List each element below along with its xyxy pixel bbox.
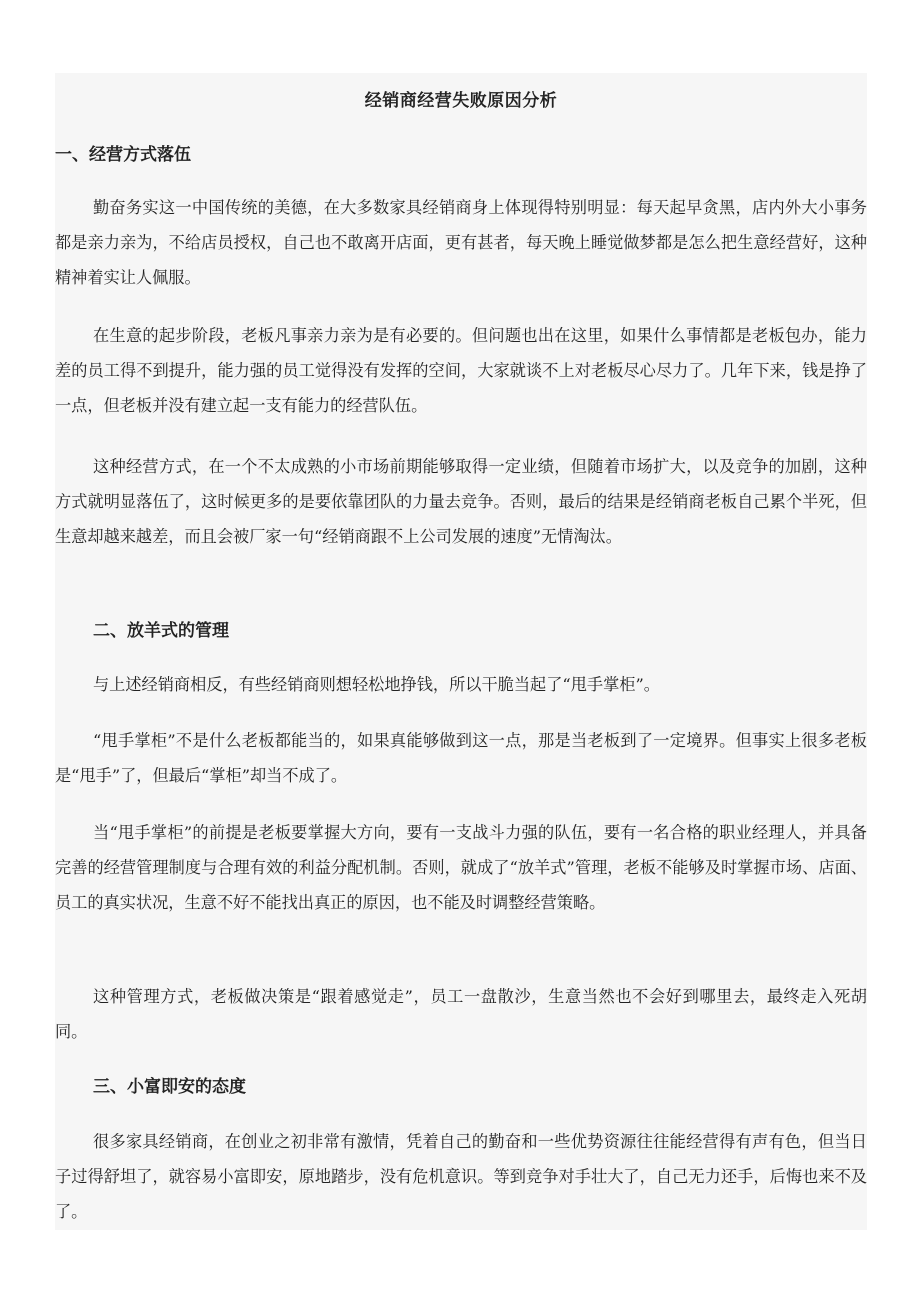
section-2-heading: 二、放羊式的管理 bbox=[93, 621, 229, 641]
document-page bbox=[55, 73, 867, 1230]
section-1-paragraph-1: 勤奋务实这一中国传统的美德，在大多数家具经销商身上体现得特别明显：每天起早贪黑，店内外大小事务都是亲力亲为，不给店员授权，自己也不敢离开店面，更有甚者，每天晚上睡觉做梦都是怎么把生意经营好，这种精神着实让人佩服。 bbox=[55, 198, 867, 287]
section-1-paragraph-3: 这种经营方式，在一个不太成熟的小市场前期能够取得一定业绩，但随着市场扩大，以及竞争的加剧，这种方式就明显落伍了，这时候更多的是要依靠团队的力量去竞争。否则，最后的结果是经销商老板自己累个半死，但生意却越来越差，而且会被厂家一句“经销商跟不上公司发展的速度”无情淘汰。 bbox=[55, 457, 867, 546]
section-1-heading: 一、经营方式落伍 bbox=[55, 145, 191, 165]
section-2-paragraph-1: 与上述经销商相反，有些经销商则想轻松地挣钱，所以干脆当起了“甩手掌柜”。 bbox=[93, 675, 660, 694]
section-2-paragraph-4: 这种管理方式，老板做决策是“跟着感觉走”，员工一盘散沙，生意当然也不会好到哪里去，最终走入死胡同。 bbox=[55, 987, 867, 1041]
section-3-heading: 三、小富即安的态度 bbox=[93, 1077, 246, 1097]
section-1-paragraph-2: 在生意的起步阶段，老板凡事亲力亲为是有必要的。但问题也出在这里，如果什么事情都是老板包办，能力差的员工得不到提升，能力强的员工觉得没有发挥的空间，大家就谈不上对老板尽心尽力了。几年下来，钱是挣了一点，但老板并没有建立起一支有能力的经营队伍。 bbox=[55, 326, 867, 415]
section-2-paragraph-2: “甩手掌柜”不是什么老板都能当的，如果真能够做到这一点，那是当老板到了一定境界。但事实上很多老板是“甩手”了，但最后“掌柜”却当不成了。 bbox=[55, 731, 867, 785]
section-3-paragraph-1: 很多家具经销商，在创业之初非常有激情，凭着自己的勤奋和一些优势资源往往能经营得有声有色，但当日子过得舒坦了，就容易小富即安，原地踏步，没有危机意识。等到竞争对手壮大了，自己无力还手，后悔也来不及了。 bbox=[55, 1132, 867, 1221]
section-2-paragraph-3: 当“甩手掌柜”的前提是老板要掌握大方向，要有一支战斗力强的队伍，要有一名合格的职业经理人，并具备完善的经营管理制度与合理有效的利益分配机制。否则，就成了“放羊式”管理，老板不能够及时掌握市场、店面、员工的真实状况，生意不好不能找出真正的原因，也不能及时调整经营策略。 bbox=[55, 823, 867, 912]
document-title: 经销商经营失败原因分析 bbox=[364, 91, 558, 111]
